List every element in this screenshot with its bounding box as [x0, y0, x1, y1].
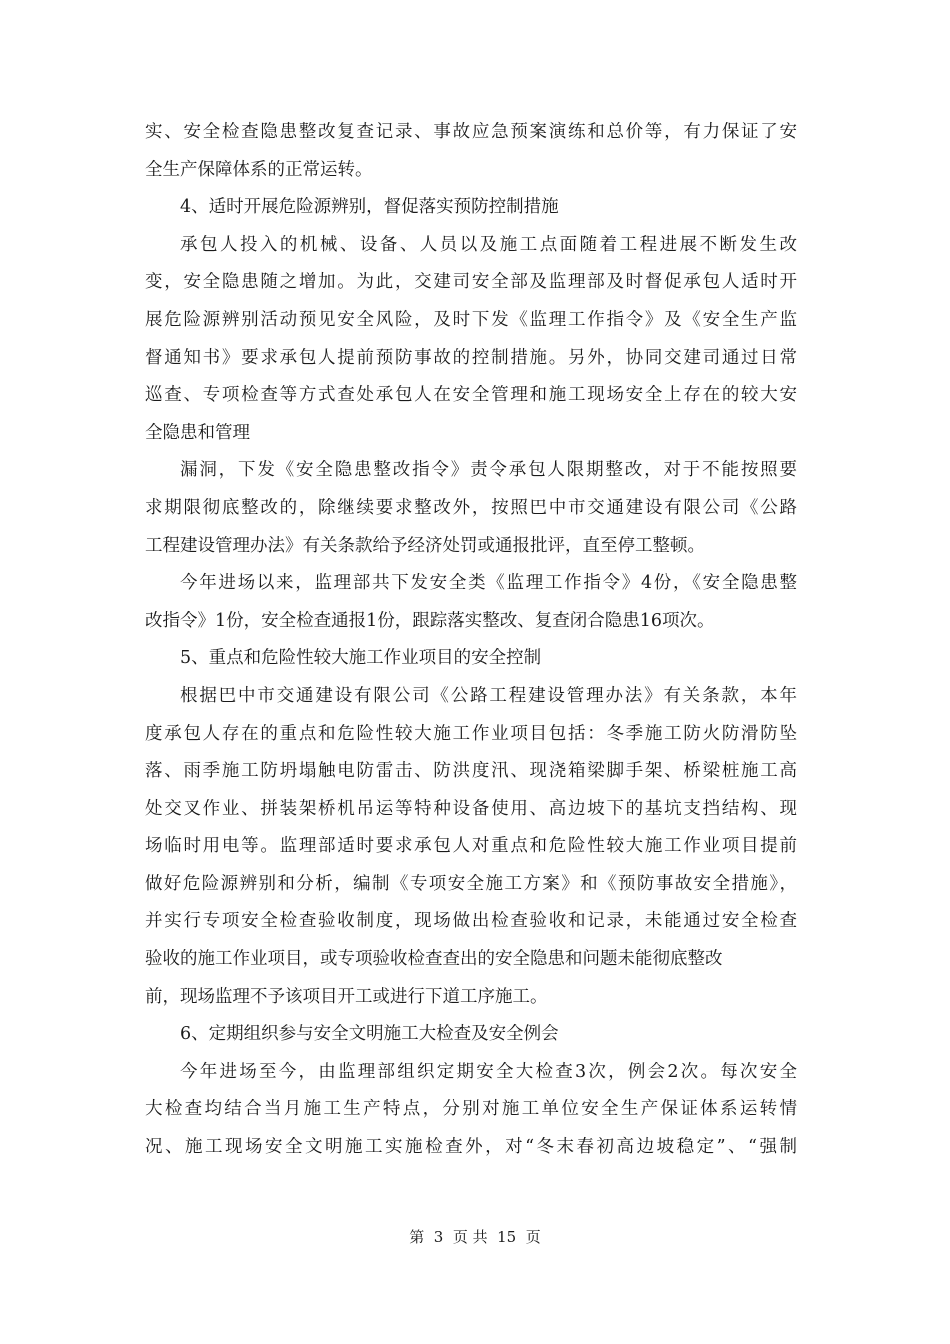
text-line: 漏洞，下发《安全隐患整改指令》责令承包人限期整改，对于不能按照要 [180, 460, 797, 481]
text-line: 变，安全隐患随之增加。为此，交建司安全部及监理部及时督促承包人适时开 [145, 272, 797, 293]
text-line: 督通知书》要求承包人提前预防事故的控制措施。另外，协同交建司通过日常 [145, 347, 797, 368]
text-line: 落、雨季施工防坍塌触电防雷击、防洪度汛、现浇箱梁脚手架、桥梁桩施工高 [145, 761, 797, 782]
section-heading: 4、适时开展危险源辨别，督促落实预防控制措施 [180, 197, 559, 218]
text-line: 今年进场以来，监理部共下发安全类《监理工作指令》4份，《安全隐患整 [180, 573, 797, 594]
text-line: 巡查、专项检查等方式查处承包人在安全管理和施工现场安全上存在的较大安 [145, 385, 797, 406]
text-line: 承包人投入的机械、设备、人员以及施工点面随着工程进展不断发生改 [180, 234, 797, 255]
text-line: 并实行专项安全检查验收制度，现场做出检查验收和记录，未能通过安全检查 [145, 911, 797, 932]
text-line: 根据巴中市交通建设有限公司《公路工程建设管理办法》有关条款，本年 [180, 685, 797, 706]
text-line: 处交叉作业、拼装架桥机吊运等特种设备使用、高边坡下的基坑支挡结构、现 [145, 798, 797, 819]
text-line: 全隐患和管理 [145, 422, 250, 443]
document-body [145, 114, 797, 1167]
text-line: 展危险源辨别活动预见安全风险，及时下发《监理工作指令》及《安全生产监 [145, 309, 797, 330]
text-line: 全生产保障体系的正常运转。 [145, 159, 373, 180]
text-line: 今年进场至今，由监理部组织定期安全大检查3次，例会2次。每次安全 [180, 1061, 797, 1082]
text-line: 前，现场监理不予该项目开工或进行下道工序施工。 [145, 986, 548, 1007]
text-line: 大检查均结合当月施工生产特点，分别对施工单位安全生产保证体系运转情 [145, 1099, 797, 1120]
text-line: 度承包人存在的重点和危险性较大施工作业项目包括：冬季施工防火防滑防坠 [145, 723, 797, 744]
text-line: 做好危险源辨别和分析，编制《专项安全施工方案》和《预防事故安全措施》， [145, 873, 797, 894]
text-line: 工程建设管理办法》有关条款给予经济处罚或通报批评，直至停工整顿。 [145, 535, 705, 556]
section-heading: 6、定期组织参与安全文明施工大检查及安全例会 [180, 1024, 559, 1045]
text-line: 改指令》1份，安全检查通报1份，跟踪落实整改、复查闭合隐患16项次。 [145, 610, 715, 631]
text-line: 场临时用电等。监理部适时要求承包人对重点和危险性较大施工作业项目提前 [145, 836, 797, 857]
text-line: 况、施工现场安全文明施工实施检查外，对“冬末春初高边坡稳定”、“强制 [145, 1137, 797, 1158]
text-line: 求期限彻底整改的，除继续要求整改外，按照巴中市交通建设有限公司《公路 [145, 497, 797, 518]
section-heading: 5、重点和危险性较大施工作业项目的安全控制 [180, 648, 542, 669]
page-footer: 第 3 页 共 15 页 [409, 1228, 541, 1246]
text-line: 验收的施工作业项目，或专项验收检查查出的安全隐患和问题未能彻底整改 [145, 949, 723, 970]
text-line: 实、安全检查隐患整改复查记录、事故应急预案演练和总价等，有力保证了安 [145, 122, 797, 142]
